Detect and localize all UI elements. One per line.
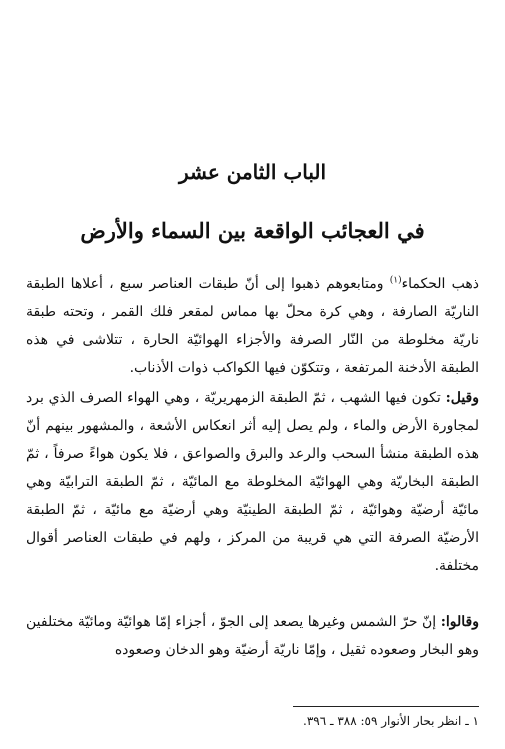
chapter-title: الباب الثامن عشر — [178, 160, 327, 184]
footnote — [26, 712, 479, 730]
paragraph-2 — [26, 384, 479, 580]
footnote-text: انظر بحار الأنوار ٥٩: ٣٨٨ ـ ٣٩٦. — [302, 714, 462, 728]
paragraph-3 — [26, 608, 479, 664]
paragraph-1-text-start: ذهب الحكماء — [401, 276, 479, 292]
footnote-divider — [293, 706, 479, 707]
paragraph-2-text: تكون فيها الشهب ، ثمّ الطبقة الزمهريريّة ، وهي الهواء الصرف الذي برد لمجاورة الأرض والماء ، ولم يصل إليه أثر انعكاس الأشعة ، والمشهور بينهم أنّ هذه الطبقة منشأ السحب والرعد والبرق والصواعق ، فلا يكون هواءً صرفاً ، ثمّ الطبقة البخاريّة وهي الهوائيّة المخلوطة مع المائيّة ، ثمّ الطبقة الترابيّة وهي مائيّة أرضيّة وهوائيّة ، ثمّ الطبقة الطينيّة وهي أرضيّة مع مائيّة ، ثمّ الطبقة الأرضيّة الصرفة التي هي قريبة من المركز ، ولهم في طبقات العناصر أقوال مختلفة. — [26, 390, 479, 574]
chapter-subtitle: في العجائب الواقعة بين السماء والأرض — [80, 218, 425, 243]
paragraph-1-text-rest: ومتابعوهم ذهبوا إلى أنّ طبقات العناصر سبع ، أعلاها الطبقة الناريّة الصارفة ، وهي كرة محلّ بها مماس لمقعر فلك القمر ، وتحته طبقة ناريّة مخلوطة من النّار الصرفة والأجزاء الهوائيّة الحارة ، تتلاشى في هذه الطبقة الأدخنة المرتفعة ، وتتكوّن فيها الكواكب ذوات الأذناب. — [26, 276, 479, 376]
paragraph-1 — [26, 270, 479, 382]
paragraph-3-lead: وقالوا: — [440, 614, 479, 630]
footnote-reference: (١) — [389, 275, 402, 286]
paragraph-3-text: إنّ حرّ الشمس وغيرها يصعد إلى الجوّ ، أجزاء إمّا هوائيّة ومائيّة مختلفين وهو البخار وصعوده ثقيل ، وإمّا ناريّة أرضيّة وهو الدخان وصعوده — [26, 614, 479, 658]
paragraph-2-lead: وقيل: — [445, 390, 480, 406]
footnote-number: ١ ـ — [465, 714, 479, 728]
